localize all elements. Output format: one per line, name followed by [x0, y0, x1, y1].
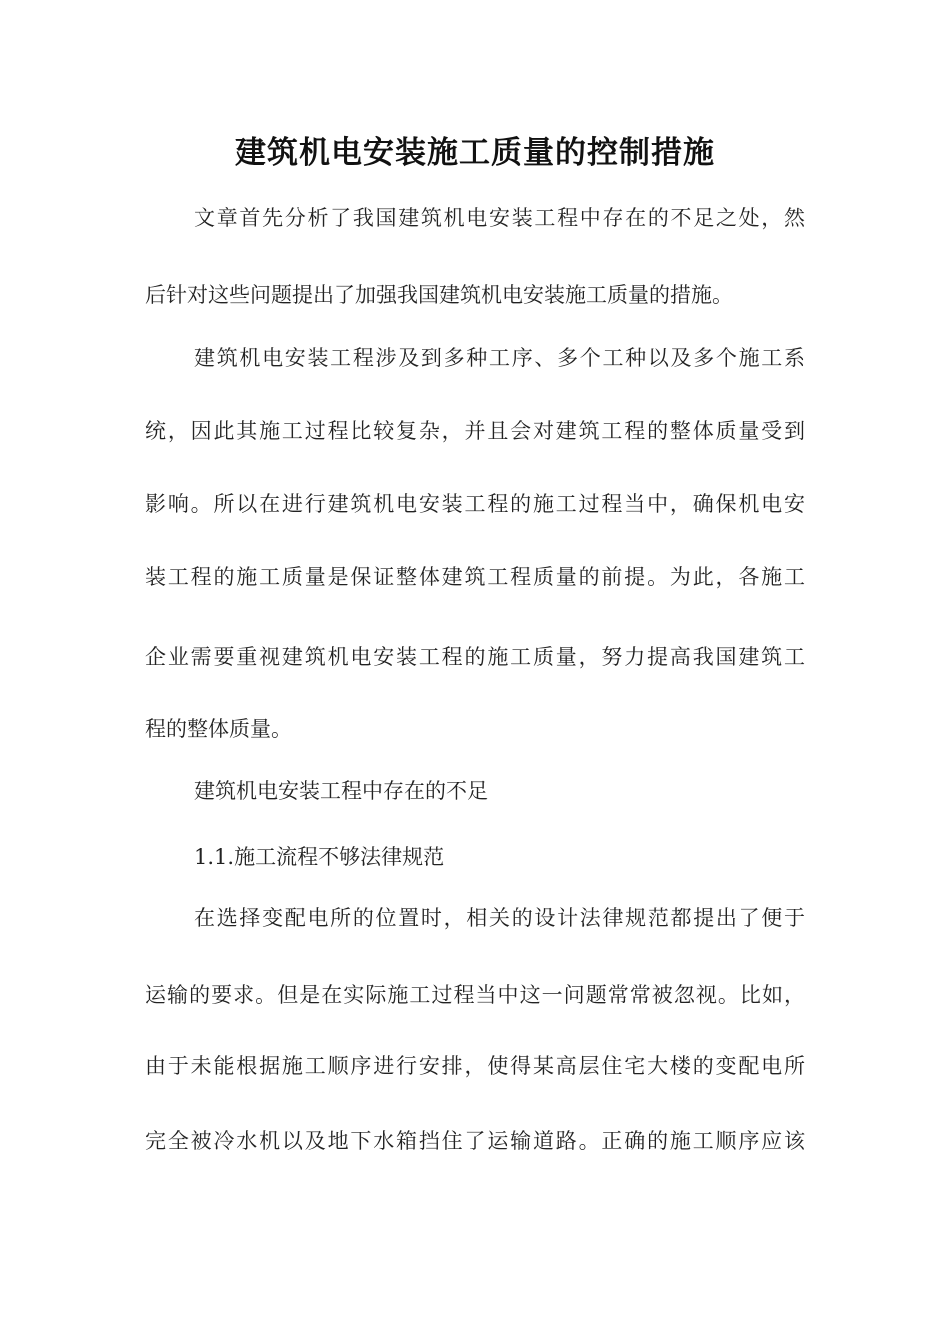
paragraph-line: 后针对这些问题提出了加强我国建筑机电安装施工质量的措施。 — [145, 283, 733, 307]
section-heading: 建筑机电安装工程中存在的不足 — [194, 779, 488, 803]
paragraph-line: 影响。所以在进行建筑机电安装工程的施工过程当中，确保机电安 — [145, 492, 805, 516]
paragraph-line: 建筑机电安装工程涉及到多种工序、多个工种以及多个施工系 — [194, 346, 805, 370]
paragraph-line: 装工程的施工质量是保证整体建筑工程质量的前提。为此，各施工 — [145, 565, 805, 589]
paragraph-line: 由于未能根据施工顺序进行安排，使得某高层住宅大楼的变配电所 — [145, 1054, 805, 1078]
paragraph-line: 程的整体质量。 — [145, 717, 292, 741]
paragraph-line: 企业需要重视建筑机电安装工程的施工质量，努力提高我国建筑工 — [145, 645, 805, 669]
subsection-heading: 1.1.施工流程不够法律规范 — [194, 845, 445, 869]
paragraph-line: 完全被冷水机以及地下水箱挡住了运输道路。正确的施工顺序应该 — [145, 1129, 805, 1153]
paragraph-line: 统，因此其施工过程比较复杂，并且会对建筑工程的整体质量受到 — [145, 419, 805, 443]
paragraph-line: 文章首先分析了我国建筑机电安装工程中存在的不足之处，然 — [194, 206, 805, 230]
paragraph-line: 在选择变配电所的位置时，相关的设计法律规范都提出了便于 — [194, 906, 805, 930]
paragraph-line: 运输的要求。但是在实际施工过程当中这一问题常常被忽视。比如， — [145, 983, 805, 1007]
document-title: 建筑机电安装施工质量的控制措施 — [235, 135, 715, 171]
